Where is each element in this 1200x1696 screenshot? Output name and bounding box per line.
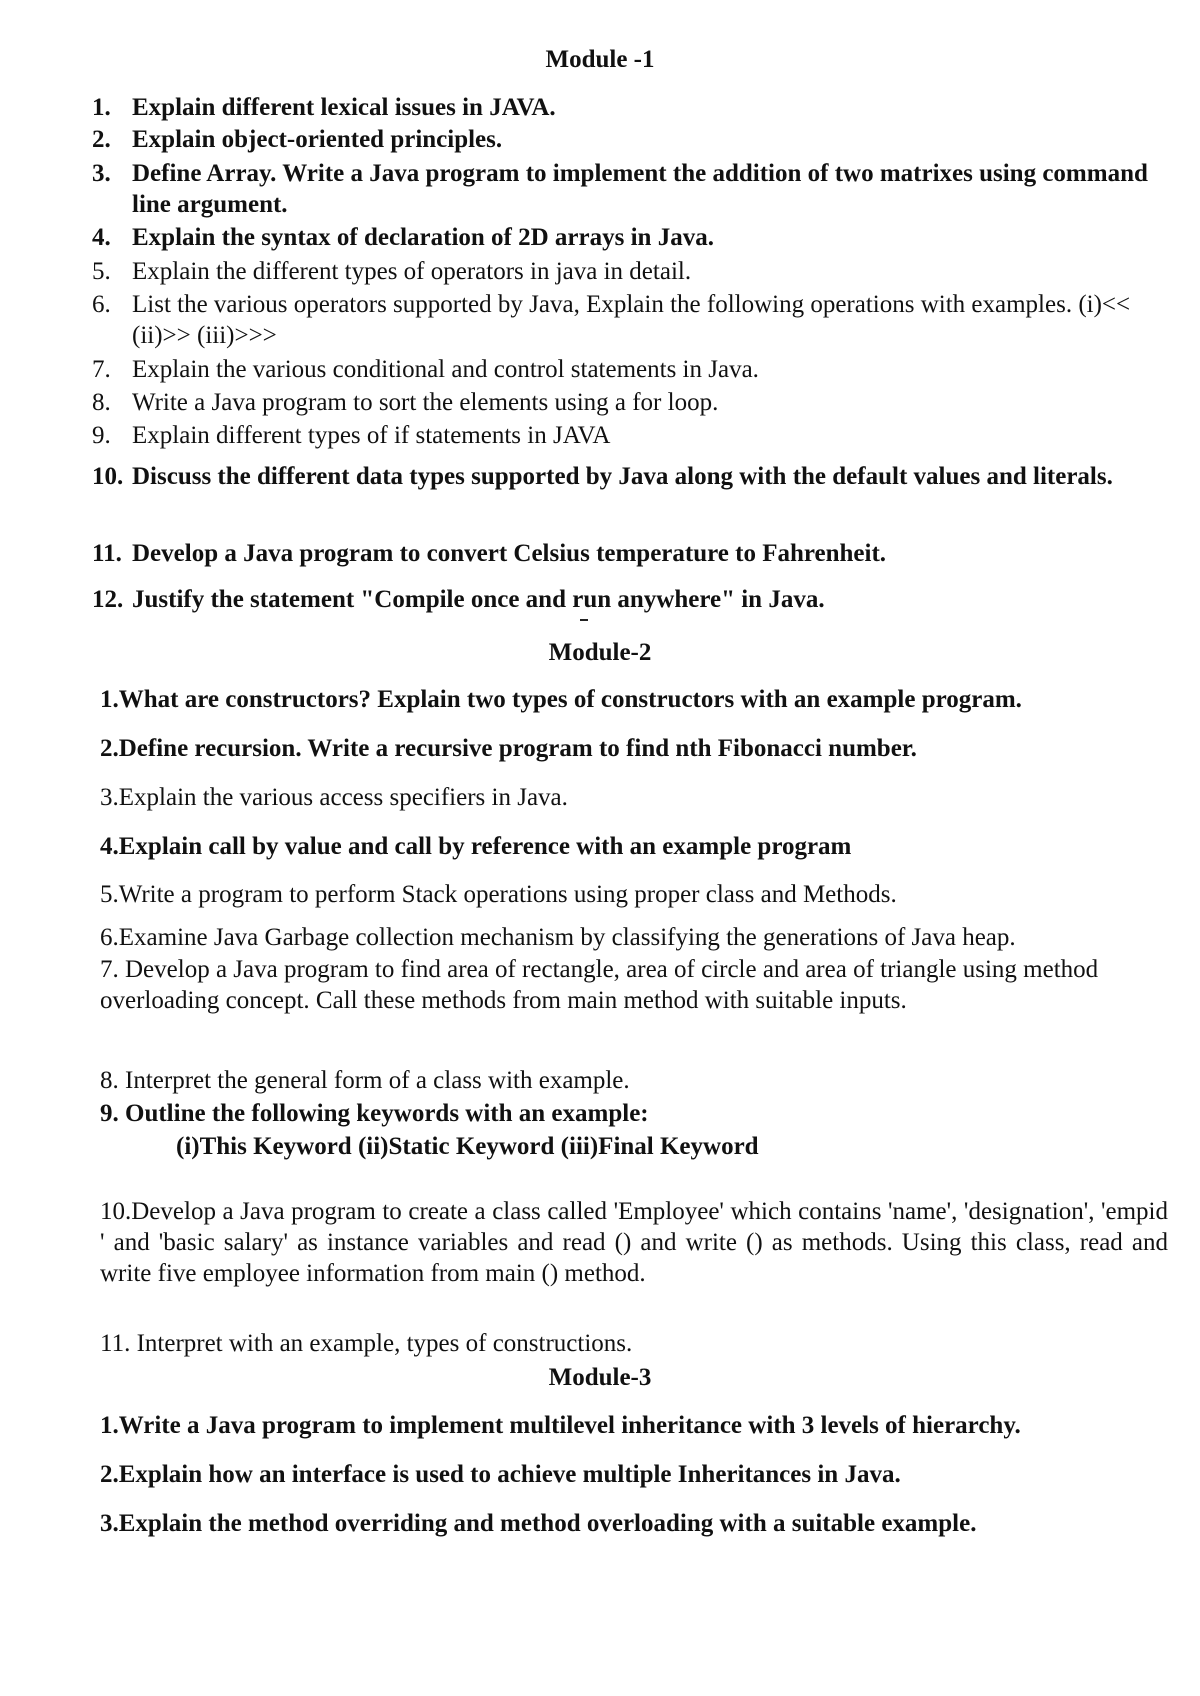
list-item: 5.Write a program to perform Stack operations using proper class and Methods. [100,881,897,908]
list-item: 3.Explain the method overriding and method overloading with a suitable example. [100,1510,977,1537]
item-number: 4. [92,224,111,251]
list-item: 11. Interpret with an example, types of constructions. [100,1330,633,1357]
list-item [92,256,1168,287]
list-item: 6.Examine Java Garbage collection mechanism by classifying the generations of Java heap. [100,924,1016,951]
list-item: 1.What are constructors? Explain two types of constructors with an example program. [100,686,1022,713]
item-number: 5. [92,258,111,285]
list-item: 3.Explain the various access specifiers in Java. [100,784,568,811]
item-text: Explain the different types of operators in java in detail. [132,258,692,285]
item-text: Discuss the different data types supported by Java along with the default values and literals. [132,463,1113,490]
module-1-heading: Module -1 [545,46,655,73]
item-number: 8. [92,389,111,416]
list-item [92,354,1168,385]
item-number: 12. [92,586,124,613]
item-text: Explain different lexical issues in JAVA. [132,94,556,121]
list-item: 9. Outline the following keywords with an example: [100,1100,649,1127]
list-item [92,289,1168,351]
item-text: Explain the various conditional and control statements in Java. [132,356,759,383]
list-item [92,92,1168,123]
list-item: 1.Write a Java program to implement multilevel inheritance with 3 levels of hierarchy. [100,1412,1021,1439]
item-text: Explain the syntax of declaration of 2D arrays in Java. [132,224,714,251]
list-item: (i)This Keyword (ii)Static Keyword (iii)Final Keyword [176,1133,759,1160]
module-3-heading: Module-3 [548,1364,652,1391]
list-item: 2.Explain how an interface is used to achieve multiple Inheritances in Java. [100,1461,901,1488]
item-text: Write a Java program to sort the elements using a for loop. [132,389,719,416]
divider-mark [580,619,588,621]
item-text: Justify the statement "Compile once and run anywhere" in Java. [132,586,825,613]
list-item: 4.Explain call by value and call by reference with an example program [100,833,852,860]
item-number: 7. [92,356,111,383]
list-item [92,463,1168,491]
list-item [92,158,1168,220]
item-text: Explain different types of if statements in JAVA [132,422,611,449]
module-2-heading: Module-2 [548,639,652,666]
item-number: 2. [92,126,111,153]
list-item [92,420,1168,451]
item-number: 9. [92,422,111,449]
list-item [92,222,1168,253]
list-item [92,584,1168,615]
list-item: 10.Develop a Java program to create a class called 'Employee' which contains 'name', 'designation', 'empid ' and 'basic salary' as instance variables and read () and write () as methods. Using this class, read and write five employee information from main () method. [100,1198,1168,1287]
list-item: 8. Interpret the general form of a class with example. [100,1067,630,1094]
list-item [92,124,1168,155]
item-text: List the various operators supported by Java, Explain the following operations with examples. (i)<< (ii)>> (iii)>>> [132,291,1131,349]
item-text: Define Array. Write a Java program to implement the addition of two matrixes using command line argument. [132,160,1148,218]
item-text: Explain object-oriented principles. [132,126,503,153]
item-number: 6. [92,291,111,318]
list-item [92,538,1168,569]
item-text: Develop a Java program to convert Celsius temperature to Fahrenheit. [132,540,887,567]
item-number: 1. [92,94,111,121]
item-number: 11. [92,540,122,567]
item-number: 10. [92,463,124,490]
list-item: 7. Develop a Java program to find area of rectangle, area of circle and area of triangle using method overloading concept. Call these methods from main method with suitable inputs. [100,956,1099,1014]
list-item [92,387,1168,418]
list-item: 2.Define recursion. Write a recursive program to find nth Fibonacci number. [100,735,917,762]
item-number: 3. [92,160,111,187]
